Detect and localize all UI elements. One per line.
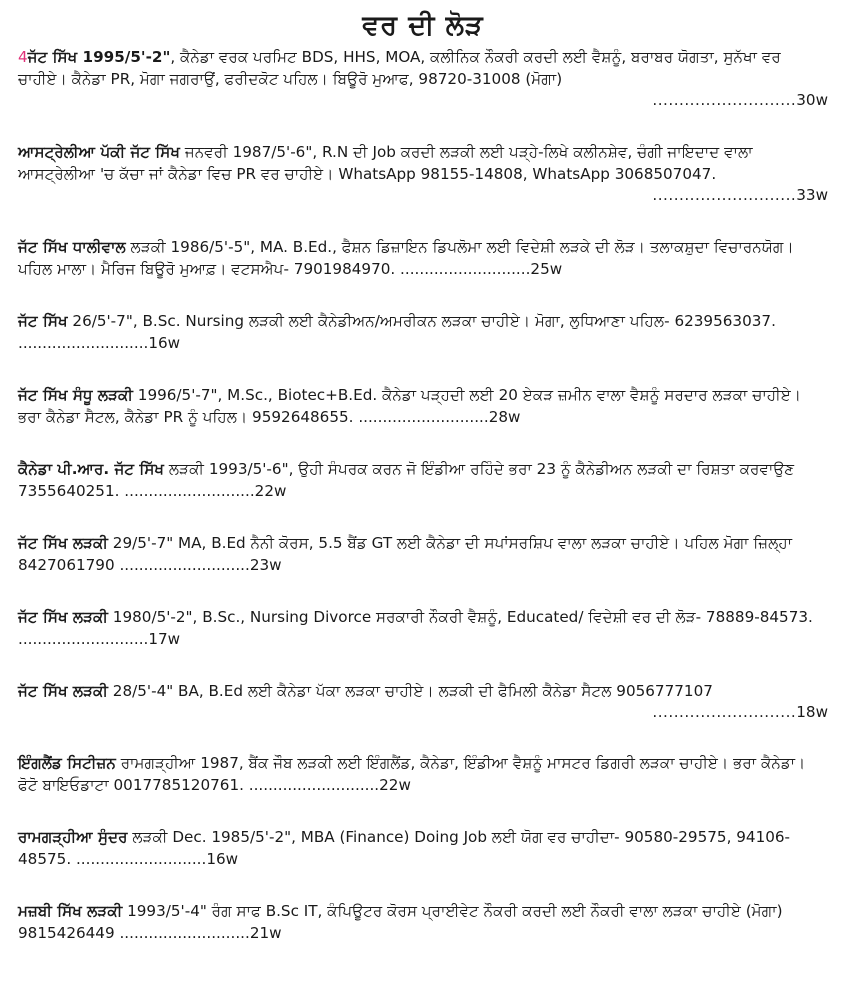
ad-text bbox=[18, 46, 828, 90]
ad-details: 1980/5'-2", B.Sc., Nursing Divorce ਸਰਕਾਰੀ ਨੌਕਰੀ ਵੈਸ਼ਨੂੰ, Educated/ ਵਿਦੇਸ਼ੀ ਵਰ ਦੀ ਲੋੜ- 78889-84573. bbox=[107, 608, 813, 626]
ad-details: 26/5'-7", B.Sc. Nursing ਲੜਕੀ ਲਈ ਕੈਨੇਡੀਅਨ/ਅਮਰੀਕਨ ਲੜਕਾ ਚਾਹੀਏ। ਮੋਗਾ, ਲੁਧਿਆਣਾ ਪਹਿਲ- 6239563037. bbox=[67, 312, 776, 330]
leader-dots: ........................... bbox=[18, 334, 149, 352]
matrimonial-ad bbox=[18, 752, 828, 796]
matrimonial-ad bbox=[18, 532, 828, 576]
leader-dots: ........................... bbox=[395, 260, 531, 278]
ad-details: ਲੜਕੀ 1993/5'-6", ਉਹੀ ਸੰਪਰਕ ਕਰਨ ਜੋ ਇੰਡੀਆ ਰਹਿੰਦੇ ਭਰਾ 23 ਨੂੰ ਕੈਨੇਡੀਅਨ ਲੜਕੀ ਦਾ ਰਿਸ਼ਤਾ ਕਰਵਾਉਣ 7355640251. bbox=[18, 460, 795, 500]
ad-separator bbox=[18, 280, 828, 310]
ad-lead: ਜੱਟ ਸਿੱਖ bbox=[18, 312, 68, 330]
ad-code: 25w bbox=[530, 260, 563, 278]
ad-details: ਜਨਵਰੀ 1987/5'-6", R.N ਦੀ Job ਕਰਦੀ ਲੜਕੀ ਲਈ ਪੜ੍ਹੇ-ਲਿਖੇ ਕਲੀਨਸ਼ੇਵ, ਚੰਗੀ ਜਾਇਦਾਦ ਵਾਲਾ ਆਸਟ੍ਰੇਲੀਆ 'ਚ ਕੱਚਾ ਜਾਂ ਕੈਨੇਡਾ ਵਿਚ PR ਵਰ ਚਾਹੀਏ। WhatsApp 98155-14808, WhatsApp 3068507047. bbox=[18, 143, 753, 183]
ad-text bbox=[18, 606, 828, 650]
leader-dots: ........................... bbox=[652, 186, 797, 204]
ad-lead: ਜੱਟ ਸਿੱਖ 1995/5'-2" bbox=[27, 48, 171, 66]
matrimonial-ad bbox=[18, 236, 828, 280]
ad-code: 16w bbox=[148, 334, 181, 352]
ad-code: 33w bbox=[796, 186, 828, 204]
ad-separator bbox=[18, 576, 828, 606]
matrimonial-ad bbox=[18, 900, 828, 944]
ad-code: 22w bbox=[254, 482, 287, 500]
ad-text bbox=[18, 532, 828, 576]
ad-lead: ਆਸਟ੍ਰੇਲੀਆ ਪੱਕੀ ਜੱਟ ਸਿੱਖ bbox=[18, 143, 181, 161]
ad-code: 17w bbox=[148, 630, 181, 648]
ad-separator bbox=[18, 428, 828, 458]
ad-details: 1993/5'-4" ਰੰਗ ਸਾਫ B.Sc IT, ਕੰਪਿਊਟਰ ਕੋਰਸ ਪ੍ਰਾਈਵੇਟ ਨੌਕਰੀ ਕਰਦੀ ਲਈ ਨੌਕਰੀ ਵਾਲਾ ਲੜਕਾ ਚਾਹੀਏ (ਮੋਗਾ) 9815426449 bbox=[18, 902, 783, 942]
matrimonial-ad bbox=[18, 46, 828, 110]
leader-dots: ........................... bbox=[114, 556, 250, 574]
matrimonial-ad bbox=[18, 310, 828, 354]
ad-separator bbox=[18, 650, 828, 680]
ad-code: 23w bbox=[249, 556, 282, 574]
matrimonial-ad bbox=[18, 680, 828, 722]
matrimonial-ad bbox=[18, 826, 828, 870]
ad-separator bbox=[18, 354, 828, 384]
ad-code: 30w bbox=[796, 91, 828, 109]
ad-text bbox=[18, 458, 828, 502]
ad-lead: ਜੱਟ ਸਿੱਖ ਸੰਧੂ ਲੜਕੀ bbox=[18, 386, 133, 404]
ad-lead: ਜੱਟ ਸਿੱਖ ਲੜਕੀ bbox=[18, 608, 108, 626]
ad-marker: 4 bbox=[18, 48, 28, 66]
ad-lead: ਜੱਟ ਸਿੱਖ ਲੜਕੀ bbox=[18, 534, 108, 552]
leader-dots: ........................... bbox=[119, 482, 255, 500]
ad-lead: ਜੱਟ ਸਿੱਖ ਧਾਲੀਵਾਲ bbox=[18, 238, 126, 256]
ad-lead: ਮਜ਼ਬੀ ਸਿੱਖ ਲੜਕੀ bbox=[18, 902, 123, 920]
ad-separator bbox=[18, 205, 828, 236]
ad-code: 18w bbox=[796, 703, 828, 721]
ad-text bbox=[18, 310, 828, 354]
ad-separator bbox=[18, 110, 828, 141]
ad-details: ਰਾਮਗੜ੍ਹੀਆ 1987, ਬੈਂਕ ਜੌਬ ਲੜਕੀ ਲਈ ਇੰਗਲੈਂਡ, ਕੈਨੇਡਾ, ਇੰਡੀਆ ਵੈਸ਼ਨੂੰ ਮਾਸਟਰ ਡਿਗਰੀ ਲੜਕਾ ਚਾਹੀਏ। ਭਰਾ ਕੈਨੇਡਾ। ਫੋਟੋ ਬਾਇਓਡਾਟਾ 0017785120761. bbox=[18, 754, 806, 794]
ad-code: 22w bbox=[379, 776, 411, 794]
ad-code-line bbox=[18, 90, 828, 110]
ad-separator bbox=[18, 502, 828, 532]
ad-separator bbox=[18, 870, 828, 900]
ad-code: 16w bbox=[206, 850, 239, 868]
ad-details: 28/5'-4" BA, B.Ed ਲਈ ਕੈਨੇਡਾ ਪੱਕਾ ਲੜਕਾ ਚਾਹੀਏ। ਲੜਕੀ ਦੀ ਫੈਮਿਲੀ ਕੈਨੇਡਾ ਸੈਟਲ 9056777107 bbox=[107, 682, 713, 700]
ad-code: 28w bbox=[488, 408, 521, 426]
ad-text bbox=[18, 680, 828, 702]
matrimonial-ad bbox=[18, 606, 828, 650]
matrimonial-ad bbox=[18, 384, 828, 428]
ad-text bbox=[18, 141, 828, 185]
ad-lead: ਕੈਨੇਡਾ ਪੀ.ਆਰ. ਜੱਟ ਸਿੱਖ bbox=[18, 460, 165, 478]
leader-dots: ........................... bbox=[114, 924, 250, 942]
leader-dots: ........................... bbox=[243, 776, 380, 794]
section-heading: ਵਰ ਦੀ ਲੋੜ bbox=[362, 10, 484, 41]
ad-details: , ਕੈਨੇਡਾ ਵਰਕ ਪਰਮਿਟ BDS, HHS, MOA, ਕਲੀਨਿਕ ਨੌਕਰੀ ਕਰਦੀ ਲਈ ਵੈਸ਼ਨੂੰ, ਬਰਾਬਰ ਯੋਗਤਾ, ਸੁਨੱਖਾ ਵਰ ਚਾਹੀਏ। ਕੈਨੇਡਾ PR, ਮੋਗਾ ਜਗਰਾਉਂ, ਫਰੀਦਕੋਟ ਪਹਿਲ। ਬਿਊਰੋ ਮੁਆਫ, 98720-31008 (ਮੋਗਾ) bbox=[18, 48, 781, 88]
ad-text bbox=[18, 900, 828, 944]
ad-code-line bbox=[18, 702, 828, 722]
ad-code-line bbox=[18, 185, 828, 205]
leader-dots: ........................... bbox=[18, 630, 149, 648]
ad-text bbox=[18, 826, 828, 870]
matrimonial-ad bbox=[18, 141, 828, 205]
ad-lead: ਜੱਟ ਸਿੱਖ ਲੜਕੀ bbox=[18, 682, 108, 700]
ad-text bbox=[18, 236, 828, 280]
ad-details: ਲੜਕੀ 1986/5'-5", MA. B.Ed., ਫੈਸ਼ਨ ਡਿਜ਼ਾਇਨ ਡਿਪਲੋਮਾ ਲਈ ਵਿਦੇਸ਼ੀ ਲੜਕੇ ਦੀ ਲੋੜ। ਤਲਾਕਸ਼ੁਦਾ ਵਿਚਾਰਨਯੋਗ। ਪਹਿਲ ਮਾਲਾ। ਮੈਰਿਜ ਬਿਊਰੋ ਮੁਆਫ਼। ਵਟਸਐਪ- 7901984970. bbox=[18, 238, 794, 278]
matrimonial-ad bbox=[18, 458, 828, 502]
ad-details: 29/5'-7" MA, B.Ed ਨੈਨੀ ਕੋਰਸ, 5.5 ਬੈਂਡ GT ਲਈ ਕੈਨੇਡਾ ਦੀ ਸਪਾਂਸਰਸ਼ਿਪ ਵਾਲਾ ਲੜਕਾ ਚਾਹੀਏ। ਪਹਿਲ ਮੋਗਾ ਜ਼ਿਲ੍ਹਾ 8427061790 bbox=[18, 534, 793, 574]
ad-text bbox=[18, 752, 828, 796]
ads-list bbox=[18, 46, 828, 944]
ad-lead: ਰਾਮਗੜ੍ਹੀਆ ਸੁੰਦਰ bbox=[18, 828, 128, 846]
ad-details: ਲੜਕੀ Dec. 1985/5'-2", MBA (Finance) Doing Job ਲਈ ਯੋਗ ਵਰ ਚਾਹੀਦਾ- 90580-29575, 94106-48575. bbox=[18, 828, 791, 868]
leader-dots: ........................... bbox=[353, 408, 489, 426]
ad-details: 1996/5'-7", M.Sc., Biotec+B.Ed. ਕੈਨੇਡਾ ਪੜ੍ਹਦੀ ਲਈ 20 ਏਕੜ ਜ਼ਮੀਨ ਵਾਲਾ ਵੈਸ਼ਨੂੰ ਸਰਦਾਰ ਲੜਕਾ ਚਾਹੀਏ। ਭਰਾ ਕੈਨੇਡਾ ਸੈਟਲ, ਕੈਨੇਡਾ PR ਨੂੰ ਪਹਿਲ। 9592648655. bbox=[18, 386, 802, 426]
leader-dots: ........................... bbox=[652, 703, 797, 721]
leader-dots: ........................... bbox=[71, 850, 207, 868]
ad-code: 21w bbox=[249, 924, 282, 942]
ad-lead: ਇੰਗਲੈਂਡ ਸਿਟੀਜ਼ਨ bbox=[18, 754, 116, 772]
ad-text bbox=[18, 384, 828, 428]
ad-separator bbox=[18, 722, 828, 752]
leader-dots: ........................... bbox=[652, 91, 797, 109]
ad-separator bbox=[18, 796, 828, 826]
